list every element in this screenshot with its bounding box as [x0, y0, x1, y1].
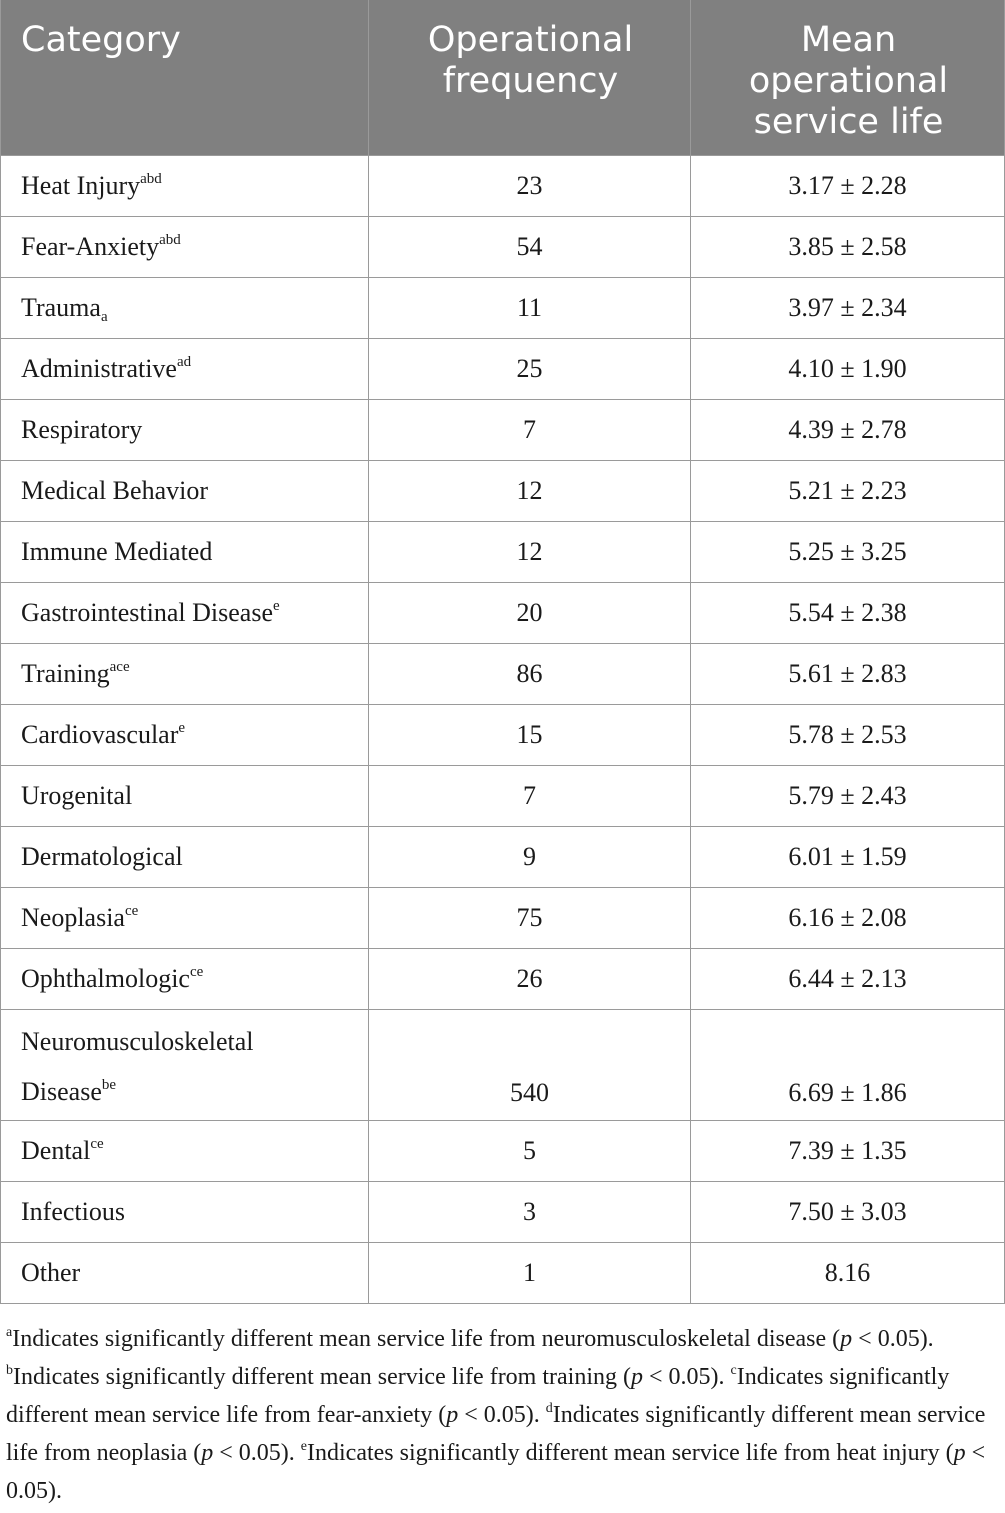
cell-operational-frequency: 12: [369, 460, 691, 521]
cell-category: [1, 460, 369, 521]
table-row: [1, 643, 1005, 704]
cell-category: [1, 887, 369, 948]
cell-operational-frequency: 15: [369, 704, 691, 765]
category-label: Trauma: [21, 292, 101, 322]
cell-category: [1, 704, 369, 765]
footnote-b-p: (p < 0.05).: [623, 1364, 725, 1390]
cell-mean-service-life: 6.16 ± 2.08: [691, 887, 1005, 948]
cell-category: [1, 582, 369, 643]
category-label: Respiratory: [21, 414, 143, 444]
footnote-d-p: (p < 0.05).: [193, 1440, 295, 1466]
cell-mean-service-life: 7.50 ± 3.03: [691, 1181, 1005, 1242]
cell-operational-frequency: 7: [369, 765, 691, 826]
cell-mean-service-life: 8.16: [691, 1242, 1005, 1303]
category-label: Administrative: [21, 353, 177, 383]
cell-category: [1, 338, 369, 399]
cell-category: [1, 1120, 369, 1181]
footnote-marker-d: d: [545, 1401, 553, 1416]
table-row: [1, 765, 1005, 826]
table-row: [1, 338, 1005, 399]
table-row: [1, 1242, 1005, 1303]
cell-operational-frequency: 9: [369, 826, 691, 887]
category-footnote-marker: ce: [189, 963, 204, 980]
cell-mean-service-life: 6.01 ± 1.59: [691, 826, 1005, 887]
footnote-e-text: Indicates significantly different mean service life from heat injury: [307, 1440, 940, 1466]
header-operational-frequency: Operational frequency: [369, 0, 691, 155]
cell-mean-service-life: 3.17 ± 2.28: [691, 155, 1005, 216]
cell-mean-service-life: 3.97 ± 2.34: [691, 277, 1005, 338]
category-label: Infectious: [21, 1196, 125, 1226]
table-row: [1, 1181, 1005, 1242]
table-row: [1, 216, 1005, 277]
cell-operational-frequency: 1: [369, 1242, 691, 1303]
cell-operational-frequency: 26: [369, 948, 691, 1009]
cell-category: [1, 948, 369, 1009]
cell-operational-frequency: 11: [369, 277, 691, 338]
cell-category: [1, 643, 369, 704]
footnote-a-text: Indicates significantly different mean service life from neuromusculoskeletal disease: [12, 1326, 827, 1352]
cell-mean-service-life: 5.78 ± 2.53: [691, 704, 1005, 765]
footnote-a-p: (p < 0.05).: [832, 1326, 934, 1352]
header-row: [1, 0, 1005, 155]
footnote-marker-c: c: [730, 1363, 737, 1378]
cell-category: [1, 155, 369, 216]
category-label: Training: [21, 658, 110, 688]
category-footnote-marker: ace: [109, 658, 130, 675]
cell-category: [1, 765, 369, 826]
category-label: Heat Injury: [21, 170, 141, 200]
cell-operational-frequency: 20: [369, 582, 691, 643]
category-footnote-marker: abd: [140, 170, 162, 187]
cell-mean-service-life: 5.61 ± 2.83: [691, 643, 1005, 704]
cell-operational-frequency: 5: [369, 1120, 691, 1181]
header-category: Category: [1, 0, 369, 155]
footnote-d-text: Indicates significantly different mean service life from neoplasia: [6, 1402, 986, 1466]
cell-mean-service-life: 5.79 ± 2.43: [691, 765, 1005, 826]
footnote-marker-a: a: [6, 1325, 13, 1340]
cell-operational-frequency: 75: [369, 887, 691, 948]
cell-category: [1, 277, 369, 338]
cell-mean-service-life: 6.69 ± 1.86: [691, 1009, 1005, 1120]
category-footnote-marker: ce: [90, 1135, 104, 1152]
cell-category: [1, 1242, 369, 1303]
footnote-e-p: (p < 0.05).: [6, 1440, 986, 1504]
category-label: Medical Behavior: [21, 475, 208, 505]
category-label: Neuromusculoskeletal Disease: [21, 1026, 254, 1106]
category-label: Cardiovascular: [21, 719, 179, 749]
cell-mean-service-life: 5.25 ± 3.25: [691, 521, 1005, 582]
category-label: Fear-Anxiety: [21, 231, 160, 261]
cell-operational-frequency: 540: [369, 1009, 691, 1120]
footnote-c-p: (p < 0.05).: [438, 1402, 540, 1428]
table-row: [1, 582, 1005, 643]
category-label: Dermatological: [21, 841, 183, 871]
cell-category: [1, 1009, 369, 1120]
category-footnote-marker: e: [273, 597, 280, 614]
table-row: [1, 826, 1005, 887]
category-label: Gastrointestinal Disease: [21, 597, 273, 627]
category-footnote-marker: e: [178, 719, 186, 736]
table-footnote: [0, 1320, 996, 1510]
cell-mean-service-life: 4.10 ± 1.90: [691, 338, 1005, 399]
table-body: [1, 155, 1005, 1303]
table-header: [1, 0, 1005, 155]
table-row: [1, 887, 1005, 948]
cell-operational-frequency: 54: [369, 216, 691, 277]
footnote-b-text: Indicates significantly different mean service life from training: [13, 1364, 617, 1390]
cell-operational-frequency: 23: [369, 155, 691, 216]
cell-category: [1, 1181, 369, 1242]
footnote-marker-e: e: [300, 1439, 308, 1454]
table-row: [1, 948, 1005, 1009]
table-row: [1, 399, 1005, 460]
header-mean-service-life: Mean operational service life: [691, 0, 1005, 155]
cell-mean-service-life: 5.21 ± 2.23: [691, 460, 1005, 521]
cell-mean-service-life: 6.44 ± 2.13: [691, 948, 1005, 1009]
cell-category: [1, 399, 369, 460]
table-row: [1, 277, 1005, 338]
table-row: [1, 704, 1005, 765]
table-row: [1, 1009, 1005, 1120]
cell-category: [1, 521, 369, 582]
cell-operational-frequency: 86: [369, 643, 691, 704]
cell-mean-service-life: 7.39 ± 1.35: [691, 1120, 1005, 1181]
category-label: Urogenital: [21, 780, 133, 810]
footnote-marker-b: b: [6, 1363, 13, 1378]
table-row: [1, 1120, 1005, 1181]
cell-operational-frequency: 7: [369, 399, 691, 460]
cell-category: [1, 216, 369, 277]
category-footnote-marker: abd: [159, 231, 181, 248]
footnote-c-text: Indicates significantly different mean service life from fear-anxiety: [6, 1364, 950, 1428]
category-label: Other: [21, 1257, 81, 1287]
category-label: Neoplasia: [21, 902, 125, 932]
cell-mean-service-life: 4.39 ± 2.78: [691, 399, 1005, 460]
table-row: [1, 460, 1005, 521]
table-row: [1, 521, 1005, 582]
category-footnote-marker: a: [100, 308, 108, 325]
category-footnote-marker: ad: [176, 353, 192, 370]
cell-operational-frequency: 3: [369, 1181, 691, 1242]
cell-mean-service-life: 3.85 ± 2.58: [691, 216, 1005, 277]
category-footnote-marker: ce: [124, 902, 139, 919]
cell-mean-service-life: 5.54 ± 2.38: [691, 582, 1005, 643]
cell-category: [1, 826, 369, 887]
category-label: Dental: [21, 1135, 91, 1165]
cell-operational-frequency: 25: [369, 338, 691, 399]
category-footnote-marker: be: [101, 1076, 117, 1093]
cell-operational-frequency: 12: [369, 521, 691, 582]
table-row: [1, 155, 1005, 216]
category-label: Ophthalmologic: [21, 963, 190, 993]
category-label: Immune Mediated: [21, 536, 213, 566]
